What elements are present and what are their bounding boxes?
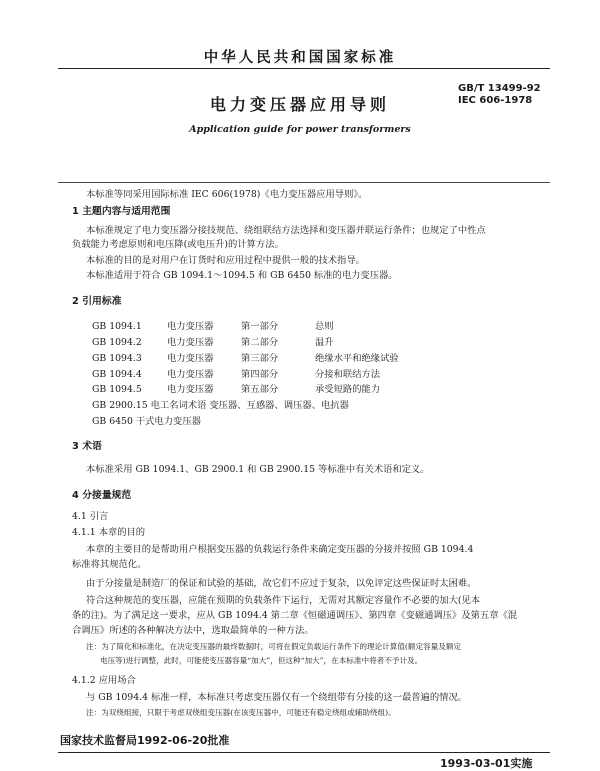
section-1-para3: 本标准适用于符合 GB 1094.1～1094.5 和 GB 6450 标准的电力变压器。 [86, 270, 398, 281]
ref-code: GB 1094.1 [92, 321, 142, 332]
section-2-heading: 2 引用标准 [72, 296, 122, 307]
section-1-para1-line1: 本标准规定了电力变压器分接技规范、绕组联结方法选择和变压器并联运行条件；也规定了中性点 [86, 225, 486, 236]
ref-desc: 总则 [315, 321, 334, 332]
ref-part: 第三部分 [241, 353, 279, 364]
section-1-para1-line2: 负载能力考虑原则和电压降(或电压升)的计算方法。 [72, 239, 284, 250]
ref-name: 电力变压器 [167, 321, 214, 332]
section-4-para3-line1: 符合这种规范的变压器，应能在预期的负载条件下运行，无需对其额定容量作不必要的加大(见本 [86, 595, 481, 606]
section-4-para2: 由于分接量是制造厂的保证和试验的基础，故它们不应过于复杂，以免评定这些保证时太困难。 [86, 578, 477, 589]
ref-item [92, 318, 334, 332]
ref-code: GB 1094.2 [92, 337, 142, 348]
section-4-heading: 4 分接量规范 [72, 490, 132, 501]
ref-item [92, 381, 380, 395]
ref-name: 电力变压器 [167, 369, 214, 380]
ref-desc: 承受短路的能力 [315, 384, 381, 395]
document-title: 电力变压器应用导则 [209, 95, 390, 114]
subsection-4-1: 4.1 引言 [72, 511, 109, 522]
standard-number-block [458, 83, 541, 107]
section-4-note-line2: 电压等)进行调整，此时，可能使变压器容量“加大”，但这种“加大”，在本标准中将者不予计及。 [100, 656, 423, 665]
section-1-para2: 本标准的目的是对用户在订货时和应用过程中提供一般的技术指导。 [86, 255, 365, 266]
subsection-4-1-2: 4.1.2 应用场合 [72, 675, 136, 686]
section-4-para1-line1: 本章的主要目的是帮助用户根据变压器的负载运行条件来确定变压器的分接并按照 GB 1094.4 [86, 544, 474, 555]
national-standard-header: 中华人民共和国国家标准 [203, 50, 397, 66]
ref-name: 电力变压器 [167, 337, 214, 348]
title-rule [58, 182, 550, 183]
subsection-4-1-1: 4.1.1 本章的目的 [72, 527, 146, 538]
ref-desc: 分接和联结方法 [315, 369, 381, 380]
ref-part: 第四部分 [241, 369, 279, 380]
ref-code: GB 1094.4 [92, 369, 142, 380]
ref-item [92, 366, 380, 380]
iec-number: IEC 606-1978 [458, 95, 533, 106]
section-4-para3-line3: 合调压》所述的各种解决方法中，选取最简单的一种方法。 [72, 625, 314, 636]
ref-name: 电力变压器 [167, 353, 214, 364]
section-3-para: 本标准采用 GB 1094.1、GB 2900.1 和 GB 2900.15 等标准中有关术语和定义。 [86, 464, 430, 475]
ref-item [92, 334, 334, 348]
ref-name: 电力变压器 [167, 384, 214, 395]
section-4-para4: 与 GB 1094.4 标准一样，本标准只考虑变压器仅有一个绕组带有分接的这一最普遍的情况。 [86, 692, 468, 703]
section-4-note2: 注：为双绕组接，只限于考虑双绕组变压器(在该变压器中，可能还有稳定绕组或辅助绕组)。 [86, 708, 396, 717]
ref-part: 第一部分 [241, 321, 279, 332]
ref-part: 第五部分 [241, 384, 279, 395]
ref-part: 第二部分 [241, 337, 279, 348]
ref-item-gb6450: GB 6450 干式电力变压器 [92, 416, 201, 427]
ref-desc: 温升 [315, 337, 334, 348]
header-rule [58, 68, 550, 69]
english-subtitle: Application guide for power transformers [189, 124, 411, 135]
ref-desc: 绝缘水平和绝缘试验 [315, 353, 399, 364]
intro-paragraph: 本标准等同采用国际标准 IEC 606(1978)《电力变压器应用导则》。 [86, 189, 368, 200]
section-4-para1-line2: 标准将其规范化。 [72, 559, 147, 570]
ref-code: GB 1094.5 [92, 384, 142, 395]
section-4-note-line1: 注：为了简化和标准化，在决定变压器的最终数据时，可将在假定负载运行条件下的理论计算值(额定容量及额定 [86, 642, 462, 651]
effective-date: 1993-03-01实施 [440, 757, 533, 770]
ref-item-gb2900: GB 2900.15 电工名词术语 变压器、互感器、调压器、电抗器 [92, 400, 349, 411]
section-4-para3-line2: 条的注)。为了满足这一要求，应从 GB 1094.4 第二章《恒磁通调压》、第四章《变磁通调压》及第五章《混 [72, 610, 518, 621]
section-3-heading: 3 术语 [72, 441, 102, 452]
ref-item [92, 350, 399, 364]
ref-code: GB 1094.3 [92, 353, 142, 364]
approval-date: 国家技术监督局1992-06-20批准 [60, 734, 230, 747]
section-1-heading: 1 主题内容与适用范围 [72, 206, 171, 217]
footer-rule [58, 752, 550, 753]
std-number: GB/T 13499-92 [458, 83, 541, 94]
